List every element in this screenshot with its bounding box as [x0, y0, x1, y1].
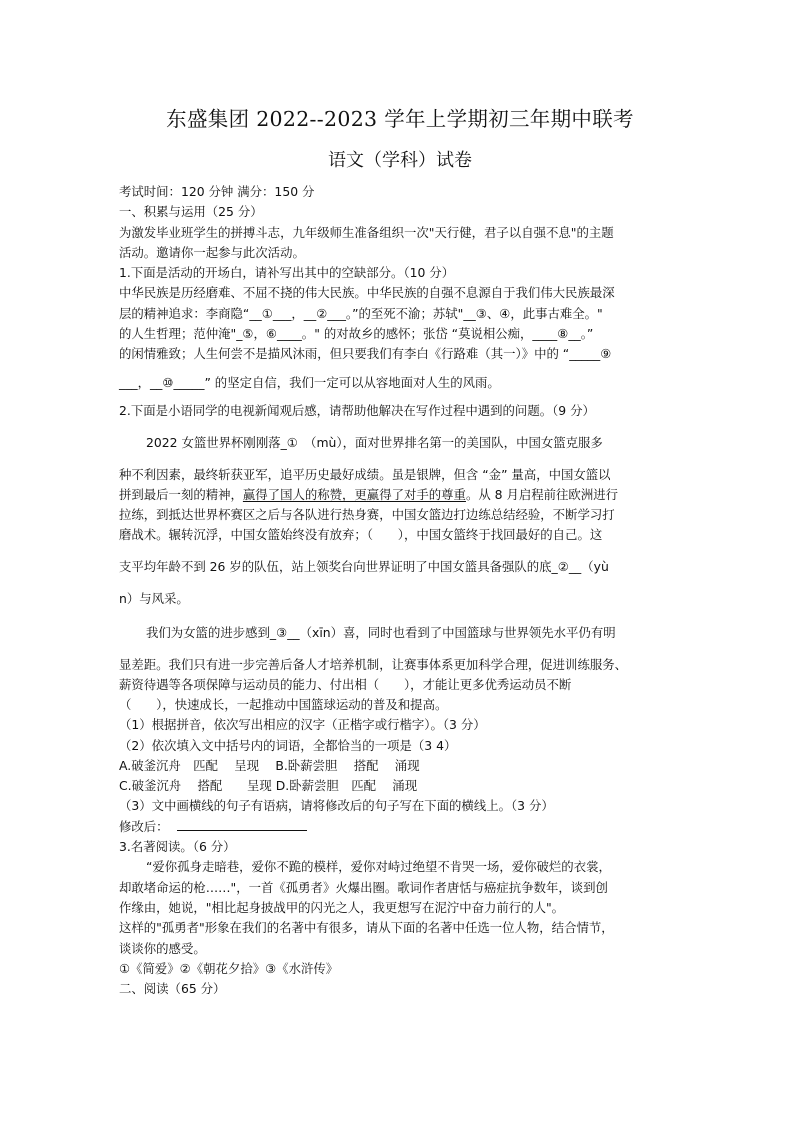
q2-line3-after: 。从 8 月启程前往欧洲进行	[465, 487, 618, 503]
q2-option-line: A.破釜沉舟 匹配 呈现 B.卧薪尝胆 搭配 涌现	[119, 757, 420, 773]
section1-heading: 一、积累与运用（25 分）	[119, 204, 263, 220]
section1-intro-line: 为激发毕业班学生的拼搏斗志，九年级师生准备组织一次"天行健，君子以自强不息"的主题	[119, 224, 614, 240]
q2-prompt: 2.下面是小语同学的电视新闻观后感，请帮助他解决在写作过程中遇到的问题。（9 分）	[119, 402, 595, 418]
q2-passage-1	[119, 433, 681, 609]
q2-passage-line: 种不利因素，最终斩获亚军，追平历史最好成绩。虽是银牌，但含 “金” 量高，中国女篮以	[119, 467, 611, 483]
exam-title: 东盛集团 2022--2023 学年上学期初三年期中联考	[166, 107, 634, 131]
exam-subtitle: 语文（学科）试卷	[328, 150, 472, 171]
q2-passage-line: 2022 女篮世界杯刚刚落_① （mù），面对世界排名第一的美国队，中国女篮克服多	[146, 435, 603, 451]
q2-passage-line: 我们为女篮的进步感到_③__（xīn）喜，同时也看到了中国篮球与世界领先水平仍有明	[146, 625, 616, 641]
q2-passage-line: 拉练，到抵达世界杯赛区之后与各队进行热身赛，中国女篮边打边练总结经验，不断学习打	[119, 507, 615, 523]
q2-passage-2	[119, 623, 681, 715]
revise-label: 修改后：	[119, 818, 169, 834]
q2-option-line: C.破釜沉舟 搭配 呈现 D.卧薪尝胆 匹配 涌现	[119, 778, 418, 794]
q2-passage-line: （ ），快速成长，一起推动中国篮球运动的普及和提高。	[119, 697, 448, 713]
section1-intro-line: 活动。邀请你一起参与此次活动。	[119, 244, 305, 260]
q1-line: 中华民族是历经磨难、不屈不挠的伟大民族。中华民族的自强不息源自于我们伟大民族最深	[119, 285, 615, 301]
q3-line: “爱你孤身走暗巷，爱你不跪的模样，爱你对峙过绝望不肯哭一场，爱你破烂的衣裳，	[146, 859, 611, 875]
q2-sub1: （1）根据拼音，依次写出相应的汉字（正楷字或行楷字）。（3 分）	[119, 717, 486, 733]
q2-passage-line: 显差距。我们只有进一步完善后备人才培养机制，让赛事体系更加科学合理，促进训练服务、	[119, 657, 628, 673]
q3-line: 作缘由，她说，"相比起身披战甲的闪光之人，我更想写在泥泞中奋力前行的人"。	[119, 899, 565, 915]
q2-passage-line-with-underline	[119, 485, 681, 505]
q1-line: ___，__⑩_____” 的坚定自信，我们一定可以从容地面对人生的风雨。	[119, 374, 500, 390]
q2-passage-line: 磨战术。辗转沉浮，中国女篮始终没有放弃；（ ），中国女篮终于找回最好的自己。这	[119, 527, 603, 543]
q3-line: 却敢堵命运的枪……"，一首《孤勇者》火爆出圈。歌词作者唐恬与癌症抗争数年，谈到创	[119, 879, 608, 895]
exam-info: 考试时间：120 分钟 满分：150 分	[119, 184, 315, 199]
section2-heading: 二、阅读（65 分）	[119, 981, 226, 997]
q1-line: 层的精神追求：李商隐“__①___，__②___。”的至死不渝；苏轼"__③、④，此事古难全。"	[119, 305, 603, 321]
q3-line: 这样的"孤勇者"形象在我们的名著中有很多，请从下面的名著中任选一位人物，结合情节，	[119, 920, 614, 936]
q2-underlined-sentence: 赢得了国人的称赞，更赢得了对手的尊重	[242, 487, 466, 503]
exam-content	[119, 104, 681, 999]
q1-prompt: 1.下面是活动的开场白，请补写出其中的空缺部分。（10 分）	[119, 265, 455, 281]
q2-line3-before: 拼到最后一刻的精神，	[119, 487, 243, 503]
q3-line: 谈谈你的感受。	[119, 940, 206, 956]
q2-sub3: （3）文中画横线的句子有语病，请将修改后的句子写在下面的横线上。（3 分）	[119, 798, 554, 814]
q2-passage-line: 薪资待遇等各项保障与运动员的能力、付出相（ ），才能让更多优秀运动员不断	[119, 677, 572, 693]
q1-line: 的人生哲理；范仲淹"_⑤，⑥____。" 的对故乡的感怀；张岱 “莫说相公痴，____⑧__。”	[119, 326, 594, 342]
q2-revise-row	[119, 817, 681, 837]
revise-answer-line[interactable]	[177, 818, 307, 831]
q1-line: 的闲情雅致；人生何尝不是描风沐雨，但只要我们有李白《行路难（其一）》中的 “_____⑨	[119, 346, 612, 362]
q2-sub2: （2）依次填入文中括号内的词语，全都恰当的一项是（3 4）	[119, 737, 457, 753]
q2-passage-line: n）与风采。	[119, 591, 189, 607]
q2-passage-line: 支平均年龄不到 26 岁的队伍，站上领奖台向世界证明了中国女篮具备强队的底_②__（yù	[119, 559, 609, 575]
q3-prompt: 3.名著阅读。（6 分）	[119, 839, 236, 855]
q3-books: ①《简爱》②《朝花夕拾》③《水浒传》	[119, 960, 339, 976]
